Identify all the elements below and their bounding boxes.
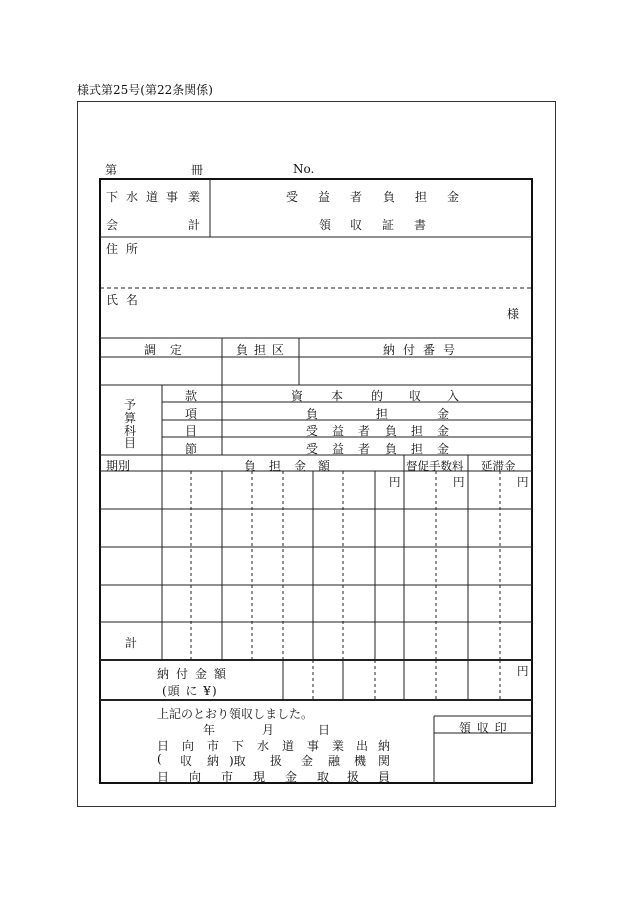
budget-value-4-c6: 金 xyxy=(437,442,450,456)
yen-amount: 円 xyxy=(389,475,401,489)
account-top-5: 業 xyxy=(188,190,201,204)
burden-area-char-1: 負 xyxy=(236,343,249,357)
payment-label-c2: 付 xyxy=(176,667,189,681)
title-char-1: 受 xyxy=(286,190,299,204)
receipt-line3-c5: 金 xyxy=(285,770,298,784)
payment-label-c3: 金 xyxy=(195,667,208,681)
volume-suffix: 冊 xyxy=(191,163,204,177)
budget-label-1: 予 xyxy=(124,398,137,412)
payment-label-c4: 額 xyxy=(214,667,227,681)
col-amount-c4: 額 xyxy=(318,459,331,473)
col-amount-c2: 担 xyxy=(269,459,282,473)
payment-number-char-4: 号 xyxy=(443,343,456,357)
account-top-3: 道 xyxy=(146,190,159,204)
budget-value-3-c3: 者 xyxy=(358,424,371,438)
budget-value-2-c3: 金 xyxy=(437,407,450,421)
receipt-line1-c5: 水 xyxy=(257,739,270,753)
budget-value-1-c4: 収 xyxy=(409,389,422,403)
title-sub-2: 収 xyxy=(350,218,363,232)
name-label: 氏 名 xyxy=(106,293,140,307)
budget-item-kou: 項 xyxy=(185,407,198,421)
date-month: 月 xyxy=(262,723,275,737)
title-char-6: 金 xyxy=(447,190,460,204)
title-sub-3: 証 xyxy=(382,218,395,232)
budget-item-moku: 目 xyxy=(185,424,198,438)
receipt-line1-c6: 道 xyxy=(282,739,295,753)
budget-item-kan: 款 xyxy=(185,389,198,403)
budget-value-3-c4: 負 xyxy=(385,424,398,438)
col-period: 期別 xyxy=(106,459,131,473)
budget-value-2-c2: 担 xyxy=(376,407,389,421)
adjustment-char-2: 定 xyxy=(170,343,183,357)
col-delay-charge: 延滞金 xyxy=(481,459,516,473)
burden-area-char-2: 担 xyxy=(254,343,267,357)
budget-label-4: 目 xyxy=(124,436,137,450)
receipt-line3-c1: 日 xyxy=(157,770,170,784)
receipt-line1-c2: 向 xyxy=(182,739,195,753)
yen-delay: 円 xyxy=(517,475,529,489)
address-label: 住 所 xyxy=(106,242,140,256)
volume-prefix: 第 xyxy=(105,163,118,177)
budget-value-3-c5: 担 xyxy=(411,424,424,438)
receipt-line3-c3: 市 xyxy=(221,770,234,784)
budget-label-2: 算 xyxy=(124,411,137,425)
payment-number-char-3: 番 xyxy=(423,343,436,357)
receipt-line2-c4: )取 xyxy=(229,754,246,768)
account-top-1: 下 xyxy=(106,190,119,204)
budget-value-4-c2: 益 xyxy=(332,442,345,456)
receipt-line1-c3: 市 xyxy=(207,739,220,753)
stamp-label: 領 収 印 xyxy=(459,721,508,735)
title-char-4: 負 xyxy=(383,190,396,204)
receipt-line3-c8: 員 xyxy=(378,770,391,784)
budget-value-3-c6: 金 xyxy=(437,424,450,438)
title-char-3: 者 xyxy=(350,190,363,204)
title-sub-4: 書 xyxy=(414,218,427,232)
form-number: 様式第25号(第22条関係) xyxy=(77,83,213,97)
budget-value-3-c1: 受 xyxy=(306,424,319,438)
budget-value-3-c2: 益 xyxy=(332,424,345,438)
date-day: 日 xyxy=(318,723,331,737)
total-label: 計 xyxy=(125,636,138,650)
budget-value-4-c5: 担 xyxy=(411,442,424,456)
account-bottom-1: 会 xyxy=(106,218,119,232)
received-text: 上記のとおり領収しました。 xyxy=(157,707,314,721)
receipt-line2-c2: 収 xyxy=(180,754,193,768)
budget-item-setsu: 節 xyxy=(185,442,198,456)
col-reminder-fee: 督促手数料 xyxy=(406,459,464,473)
budget-value-1-c2: 本 xyxy=(331,389,344,403)
title-char-5: 担 xyxy=(415,190,428,204)
receipt-line2-c3: 納 xyxy=(207,754,220,768)
budget-value-4-c1: 受 xyxy=(306,442,319,456)
budget-value-1-c1: 資 xyxy=(291,389,304,403)
receipt-line1-c8: 業 xyxy=(332,739,345,753)
adjustment-char-1: 調 xyxy=(144,343,157,357)
receipt-line1-c1: 日 xyxy=(157,739,170,753)
receipt-line2-c5: 扱 xyxy=(270,754,283,768)
payment-note: (頭 に ¥) xyxy=(162,684,218,698)
budget-value-4-c3: 者 xyxy=(358,442,371,456)
budget-value-1-c5: 入 xyxy=(447,389,460,403)
receipt-line1-c10: 納 xyxy=(378,739,391,753)
receipt-line2-c8: 機 xyxy=(354,754,367,768)
receipt-line3-c7: 扱 xyxy=(347,770,360,784)
payment-number-char-1: 納 xyxy=(383,343,396,357)
receipt-line3-c6: 取 xyxy=(317,770,330,784)
receipt-line3-c2: 向 xyxy=(189,770,202,784)
number-label: No. xyxy=(293,162,315,176)
col-amount-c3: 金 xyxy=(294,459,307,473)
receipt-line2-c9: 関 xyxy=(378,754,391,768)
budget-value-2-c1: 負 xyxy=(306,407,319,421)
budget-label-3: 科 xyxy=(124,424,137,438)
receipt-line2-c6: 金 xyxy=(301,754,314,768)
col-amount-c1: 負 xyxy=(244,459,257,473)
budget-value-1-c3: 的 xyxy=(371,389,384,403)
title-char-2: 益 xyxy=(318,190,331,204)
receipt-line1-c4: 下 xyxy=(232,739,245,753)
yen-fee: 円 xyxy=(453,475,465,489)
receipt-line2-c7: 融 xyxy=(328,754,341,768)
payment-label-c1: 納 xyxy=(157,667,170,681)
receipt-line3-c4: 現 xyxy=(253,770,266,784)
budget-value-4-c4: 負 xyxy=(385,442,398,456)
receipt-line1-c9: 出 xyxy=(356,739,369,753)
burden-area-char-3: 区 xyxy=(272,343,285,357)
receipt-line1-c7: 事 xyxy=(307,739,320,753)
date-year: 年 xyxy=(203,723,216,737)
payment-yen: 円 xyxy=(517,664,529,678)
account-top-2: 水 xyxy=(126,190,139,204)
honorific: 様 xyxy=(507,307,520,321)
receipt-line2-c1: ( xyxy=(157,752,162,766)
account-top-4: 事 xyxy=(166,190,179,204)
payment-number-char-2: 付 xyxy=(403,343,416,357)
title-sub-1: 領 xyxy=(319,218,332,232)
account-bottom-2: 計 xyxy=(188,218,201,232)
